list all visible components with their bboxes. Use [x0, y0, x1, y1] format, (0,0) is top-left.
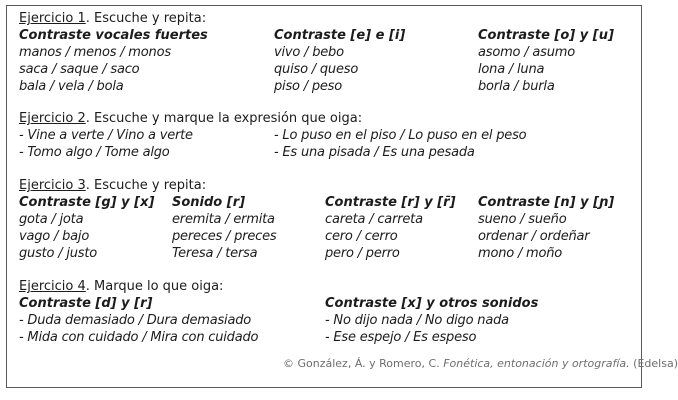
ex1-col3-line: borla / burla — [478, 79, 555, 94]
ex1-col1-line: manos / menos / monos — [19, 45, 171, 60]
ex1-col3-heading: Contraste [o] y [u] — [478, 28, 614, 43]
ex3-col4-line: mono / moño — [478, 246, 563, 261]
ex1-col1-line: saca / saque / saco — [19, 62, 140, 77]
ex2-col1-line: - Vine a verte / Vino a verte — [19, 128, 193, 143]
exercise-1-title: Ejercicio 1. Escuche y repita: — [19, 11, 207, 26]
ex2-col2-line: - Lo puso en el piso / Lo puso en el peso — [274, 128, 527, 143]
ex3-col2-line: pereces / preces — [172, 229, 277, 244]
ex4-col2-heading: Contraste [x] y otros sonidos — [325, 296, 539, 311]
ex3-col2-heading: Sonido [r] — [172, 195, 246, 210]
ex3-col4-heading: Contraste [n] y [ɲ] — [478, 195, 615, 210]
copyright-credit: © González, Á. y Romero, C. Fonética, entonación y ortografía. (Edelsa) — [283, 357, 678, 370]
ex3-col2-line: Teresa / tersa — [172, 246, 258, 261]
ex1-col1-heading: Contraste vocales fuertes — [19, 28, 208, 43]
ex3-col4-line: ordenar / ordeñar — [478, 229, 590, 244]
exercise-4-title: Ejercicio 4. Marque lo que oiga: — [19, 279, 224, 294]
ex2-col1-line: - Tomo algo / Tome algo — [19, 145, 170, 160]
ex3-col3-line: cero / cerro — [325, 229, 398, 244]
ex1-col3-line: lona / luna — [478, 62, 545, 77]
ex3-col3-heading: Contraste [r] y [r̄] — [325, 195, 456, 210]
ex3-col1-line: vago / bajo — [19, 229, 90, 244]
ex1-col2-heading: Contraste [e] e [i] — [274, 28, 406, 43]
ex3-col4-line: sueno / sueño — [478, 212, 567, 227]
ex3-col2-line: eremita / ermita — [172, 212, 275, 227]
exercise-3-title: Ejercicio 3. Escuche y repita: — [19, 178, 207, 193]
ex4-col2-line: - No dijo nada / No digo nada — [325, 313, 509, 328]
ex3-col3-line: pero / perro — [325, 246, 400, 261]
ex1-col2-line: vivo / bebo — [274, 45, 344, 60]
ex1-col1-line: bala / vela / bola — [19, 79, 124, 94]
exercise-2-title: Ejercicio 2. Escuche y marque la expresión que oiga: — [19, 111, 363, 126]
ex1-col2-line: quiso / queso — [274, 62, 359, 77]
ex2-col2-line: - Es una pisada / Es una pesada — [274, 145, 475, 160]
ex3-col1-line: gota / jota — [19, 212, 84, 227]
ex3-col1-line: gusto / justo — [19, 246, 98, 261]
ex4-col2-line: - Ese espejo / Es espeso — [325, 330, 477, 345]
ex4-col1-line: - Duda demasiado / Dura demasiado — [19, 313, 252, 328]
ex4-col1-line: - Mida con cuidado / Mira con cuidado — [19, 330, 259, 345]
ex1-col2-line: piso / peso — [274, 79, 343, 94]
ex3-col3-line: careta / carreta — [325, 212, 423, 227]
ex4-col1-heading: Contraste [d] y [r] — [19, 296, 153, 311]
ex1-col3-line: asomo / asumo — [478, 45, 575, 60]
ex3-col1-heading: Contraste [g] y [x] — [19, 195, 155, 210]
